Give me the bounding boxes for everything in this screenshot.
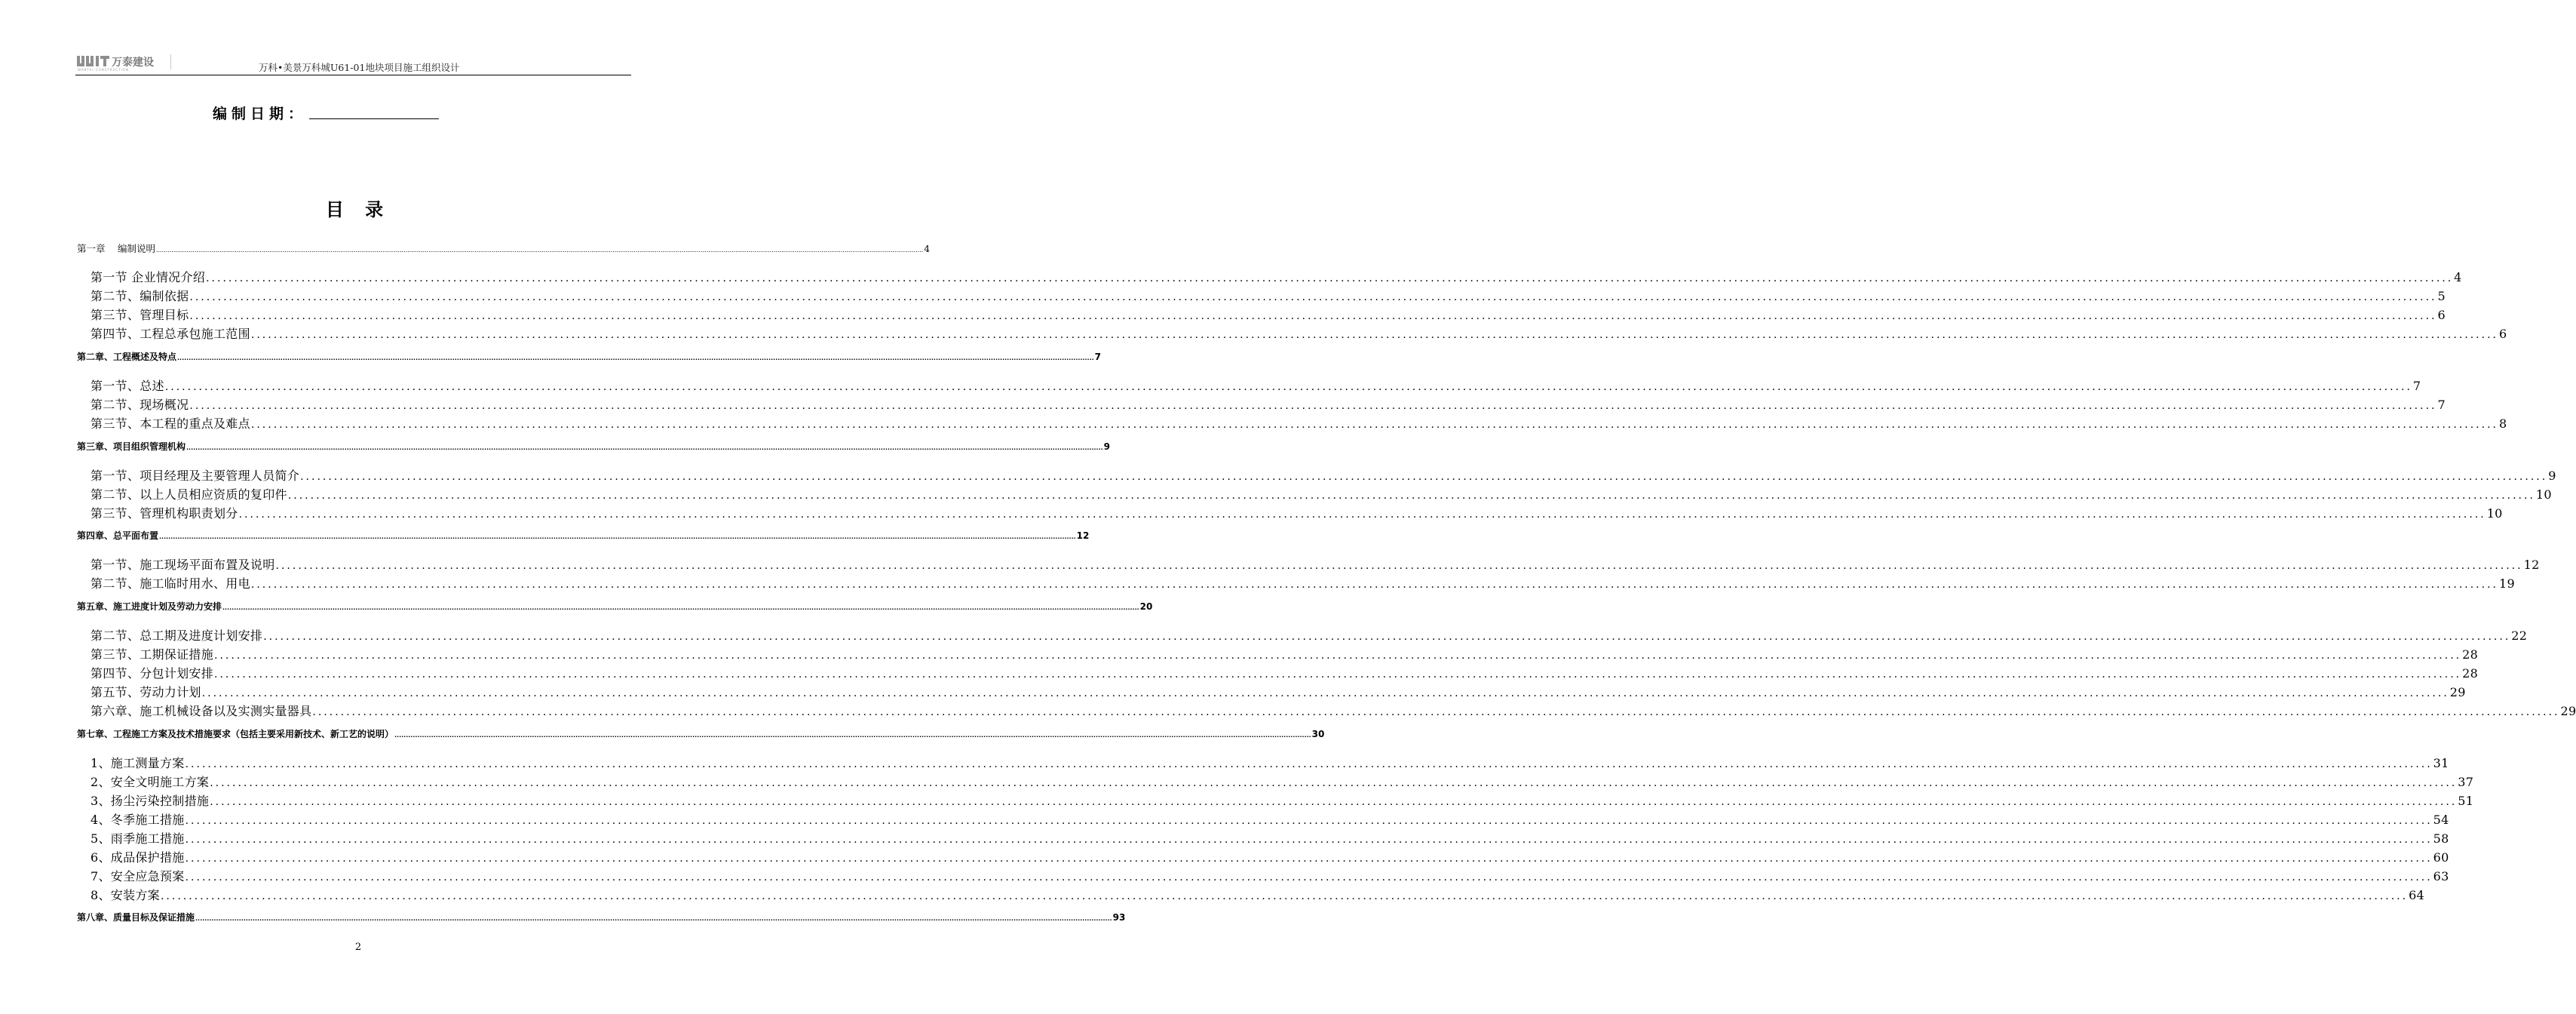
page-header <box>75 50 631 75</box>
toc-entry-label: 第八章、质量目标及保证措施 <box>77 912 195 923</box>
toc-section-entry[interactable] <box>90 754 2449 771</box>
toc-dot-leader: ................................................................................................................................................................................................................................................................................................................................................................................................................ <box>159 533 1076 540</box>
document-header-title: 万科•美景万科城U61-01地块项目施工组织设计 <box>259 62 460 73</box>
toc-section-entry[interactable] <box>90 664 2479 681</box>
toc-entry-page: 9 <box>2548 469 2556 483</box>
toc-section-entry[interactable] <box>90 574 2515 592</box>
page-number: 2 <box>354 942 362 953</box>
toc-entry-page: 12 <box>1076 530 1090 541</box>
toc-entry-page: 31 <box>2433 756 2449 770</box>
toc-chapter-entry[interactable] <box>77 350 1101 363</box>
toc-entry-label: 5、雨季施工措施 <box>90 831 185 846</box>
toc-entry-page: 20 <box>1139 601 1153 612</box>
toc-entry-label: 第一节、施工现场平面布置及说明 <box>90 558 275 572</box>
toc-dot-leader: ................................................................................................................................................................................................................................................................................................................................................................................................................ <box>214 650 2462 662</box>
toc-dot-leader: ................................................................................................................................................................................................................................................................................................................................................................................................................ <box>394 732 1311 739</box>
toc-entry-label: 第三节、管理机构职责划分 <box>90 506 238 521</box>
toc-section-entry[interactable] <box>90 645 2479 662</box>
toc-entry-label: 第一节、项目经理及主要管理人员简介 <box>90 469 300 483</box>
toc-entry-page: 28 <box>2462 647 2479 662</box>
toc-section-entry[interactable] <box>90 395 2446 413</box>
toc-entry-page: 4 <box>2454 270 2462 284</box>
toc-entry-label: 第二节、施工临时用水、用电 <box>90 576 250 591</box>
toc-entry-label: 第二节、以上人员相应资质的复印件 <box>90 487 287 502</box>
toc-section-entry[interactable] <box>90 555 2540 573</box>
wantai-logo-icon <box>75 51 181 72</box>
toc-entry-page: 6 <box>2437 308 2446 322</box>
toc-entry-label: 6、成品保护措施 <box>90 850 185 865</box>
toc-chapter-entry[interactable] <box>77 529 1090 542</box>
toc-entry-label: 第一章 编制说明 <box>77 243 155 254</box>
toc-dot-leader: ................................................................................................................................................................................................................................................................................................................................................................................................................ <box>177 355 1094 361</box>
toc-entry-page: 19 <box>2498 576 2515 591</box>
toc-section-entry[interactable] <box>90 485 2552 502</box>
toc-entry-label: 第二节、总工期及进度计划安排 <box>90 628 263 643</box>
toc-dot-leader: ................................................................................................................................................................................................................................................................................................................................................................................................................ <box>201 687 2449 699</box>
toc-section-entry[interactable] <box>90 867 2449 884</box>
toc-dot-leader: ................................................................................................................................................................................................................................................................................................................................................................................................................ <box>189 400 2437 412</box>
toc-dot-leader: ................................................................................................................................................................................................................................................................................................................................................................................................................ <box>214 668 2462 681</box>
toc-entry-label: 第二章、工程概述及特点 <box>77 352 177 362</box>
toc-section-entry[interactable] <box>90 683 2466 700</box>
toc-entry-label: 8、安装方案 <box>90 888 160 902</box>
svg-text:万泰建设: 万泰建设 <box>112 57 154 69</box>
toc-entry-page: 6 <box>2498 327 2507 341</box>
toc-entry-label: 第三节、管理目标 <box>90 308 189 322</box>
toc-dot-leader: ................................................................................................................................................................................................................................................................................................................................................................................................................ <box>275 560 2523 572</box>
svg-text:WANTAI CONSTRUCTION: WANTAI CONSTRUCTION <box>78 68 129 72</box>
toc-entry-label: 1、施工测量方案 <box>90 756 185 770</box>
toc-entry-page: 22 <box>2511 628 2528 643</box>
toc-entry-label: 7、安全应急预案 <box>90 869 185 883</box>
toc-section-entry[interactable] <box>90 268 2462 285</box>
toc-section-entry[interactable] <box>90 791 2474 809</box>
toc-section-entry[interactable] <box>90 287 2446 304</box>
toc-entry-label: 第四章、总平面布置 <box>77 530 159 541</box>
toc-section-entry[interactable] <box>90 504 2503 521</box>
toc-chapter-entry[interactable] <box>77 600 1153 613</box>
toc-chapter-entry[interactable] <box>77 911 1126 923</box>
toc-dot-leader: ................................................................................................................................................................................................................................................................................................................................................................................................................ <box>250 329 2498 341</box>
toc-section-entry[interactable] <box>90 886 2425 903</box>
toc-dot-leader: ................................................................................................................................................................................................................................................................................................................................................................................................................ <box>238 509 2486 521</box>
toc-entry-label: 第五章、施工进度计划及劳动力安排 <box>77 601 222 612</box>
toc-entry-label: 第七章、工程施工方案及技术措施要求（包括主要采用新技术、新工艺的说明） <box>77 729 394 739</box>
toc-section-entry[interactable] <box>90 626 2528 644</box>
toc-section-entry[interactable] <box>90 306 2446 323</box>
toc-dot-leader: ................................................................................................................................................................................................................................................................................................................................................................................................................ <box>185 815 2433 827</box>
toc-entry-page: 7 <box>2437 398 2446 412</box>
toc-section-entry[interactable] <box>90 829 2449 847</box>
toc-entry-page: 28 <box>2462 666 2479 681</box>
compile-date-label: 编制日期： <box>213 106 308 122</box>
toc-dot-leader: ................................................................................................................................................................................................................................................................................................................................................................................................................ <box>189 291 2437 303</box>
toc-section-entry[interactable] <box>90 324 2507 342</box>
toc-entry-page: 93 <box>1112 912 1126 923</box>
toc-dot-leader: ................................................................................................................................................................................................................................................................................................................................................................................................................ <box>210 777 2458 789</box>
toc-dot-leader: ................................................................................................................................................................................................................................................................................................................................................................................................................ <box>312 706 2560 718</box>
toc-dot-leader: ................................................................................................................................................................................................................................................................................................................................................................................................................ <box>300 471 2548 483</box>
toc-title: 目 录 <box>325 198 391 220</box>
toc-dot-leader: ................................................................................................................................................................................................................................................................................................................................................................................................................ <box>222 604 1139 611</box>
toc-entry-page: 63 <box>2433 869 2449 883</box>
toc-entry-page: 60 <box>2433 850 2449 865</box>
toc-section-entry[interactable] <box>90 810 2449 828</box>
toc-entry-label: 第四节、工程总承包施工范围 <box>90 327 250 341</box>
toc-entry-page: 37 <box>2458 775 2474 789</box>
toc-entry-label: 3、扬尘污染控制措施 <box>90 794 210 808</box>
toc-dot-leader: ................................................................................................................................................................................................................................................................................................................................................................................................................ <box>185 871 2433 883</box>
toc-chapter-entry[interactable] <box>77 241 931 255</box>
toc-entry-label: 第六章、施工机械设备以及实测实量器具 <box>90 704 312 718</box>
toc-entry-page: 12 <box>2523 558 2540 572</box>
toc-dot-leader: ................................................................................................................................................................................................................................................................................................................................................................................................................ <box>160 890 2409 902</box>
toc-dot-leader: ................................................................................................................................................................................................................................................................................................................................................................................................................ <box>186 444 1103 451</box>
toc-entry-page: 58 <box>2433 831 2449 846</box>
toc-entry-label: 第三节、本工程的重点及难点 <box>90 416 250 431</box>
toc-entry-page: 29 <box>2560 704 2576 718</box>
toc-dot-leader: ................................................................................................................................................................................................................................................................................................................................................................................................................ <box>250 579 2498 591</box>
toc-entry-page: 64 <box>2409 888 2425 902</box>
toc-entry-page: 7 <box>2412 379 2421 393</box>
toc-entry-label: 第二节、编制依据 <box>90 289 189 303</box>
toc-entry-page: 10 <box>2535 487 2552 502</box>
toc-section-entry[interactable] <box>90 466 2556 484</box>
toc-entry-page: 30 <box>1311 729 1325 739</box>
toc-entry-page: 7 <box>1094 352 1101 362</box>
compile-date-blank <box>309 118 439 119</box>
toc-dot-leader: ................................................................................................................................................................................................................................................................................................................................................................................................................ <box>185 834 2433 846</box>
toc-entry-label: 第五节、劳动力计划 <box>90 685 201 699</box>
company-logo <box>75 51 181 72</box>
toc-entry-label: 第三节、工期保证措施 <box>90 647 214 662</box>
toc-dot-leader: ................................................................................................................................................................................................................................................................................................................................................................................................................ <box>185 853 2433 865</box>
toc-section-entry[interactable] <box>90 702 2576 719</box>
toc-dot-leader: ................................................................................................................................................................................................................................................................................................................................................................................................................ <box>189 310 2437 322</box>
toc-entry-label: 2、安全文明施工方案 <box>90 775 210 789</box>
toc-entry-page: 5 <box>2437 289 2446 303</box>
toc-entry-page: 9 <box>1103 441 1110 452</box>
toc-entry-page: 10 <box>2486 506 2503 521</box>
toc-entry-label: 第一节 企业情况介绍 <box>90 270 206 284</box>
toc-section-entry[interactable] <box>90 414 2507 432</box>
toc-dot-leader: ................................................................................................................................................................................................................................................................................................................................................................................................................ <box>287 490 2535 502</box>
toc-entry-page: 54 <box>2433 813 2449 827</box>
toc-entry-page: 8 <box>2498 416 2507 431</box>
toc-dot-leader: ................................................................................................................................................................................................................................................................................................................................................................................................................ <box>195 915 1112 922</box>
toc-entry-label: 第二节、现场概况 <box>90 398 189 412</box>
toc-entry-label: 第四节、分包计划安排 <box>90 666 214 681</box>
toc-section-entry[interactable] <box>90 773 2474 790</box>
toc-entry-page: 51 <box>2458 794 2474 808</box>
toc-dot-leader: ................................................................................................................................................................................................................................................................................................................................................................................................................ <box>164 381 2412 393</box>
toc-dot-leader: ................................................................................................................................................................................................................................................................................................................................................................................................................ <box>185 758 2433 770</box>
toc-entry-label: 第三章、项目组织管理机构 <box>77 441 186 452</box>
toc-entry-label: 4、冬季施工措施 <box>90 813 185 827</box>
toc-chapter-entry[interactable] <box>77 727 1325 740</box>
toc-dot-leader: ................................................................................................................................................................................................................................................................................................................................................................................................................ <box>155 247 924 254</box>
toc-section-entry[interactable] <box>90 376 2421 394</box>
toc-entry-page: 4 <box>924 243 931 254</box>
toc-entry-page: 29 <box>2449 685 2466 699</box>
toc-section-entry[interactable] <box>90 848 2449 865</box>
toc-entry-label: 第一节、总述 <box>90 379 164 393</box>
toc-dot-leader: ................................................................................................................................................................................................................................................................................................................................................................................................................ <box>206 272 2454 284</box>
toc-dot-leader: ................................................................................................................................................................................................................................................................................................................................................................................................................ <box>250 419 2498 431</box>
toc-dot-leader: ................................................................................................................................................................................................................................................................................................................................................................................................................ <box>263 631 2511 643</box>
toc-dot-leader: ................................................................................................................................................................................................................................................................................................................................................................................................................ <box>210 796 2458 808</box>
toc-chapter-entry[interactable] <box>77 440 1110 453</box>
